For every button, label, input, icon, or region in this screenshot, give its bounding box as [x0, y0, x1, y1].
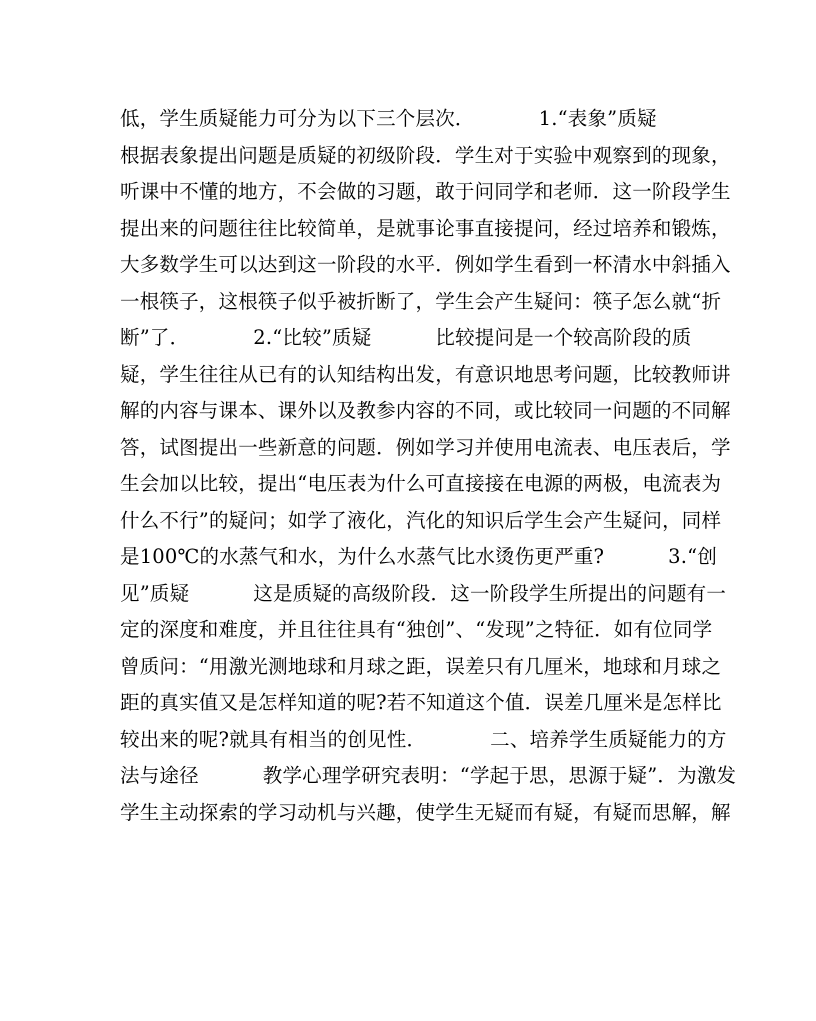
- text-line: 曾质问：“用激光测地球和月球之距，误差只有几厘米，地球和月球之: [120, 654, 722, 678]
- text-line: 生会加以比较，提出“电压表为什么可直接接在电源的两极，电流表为: [120, 472, 722, 495]
- text-line: 见”质疑 这是质疑的高级阶段．这一阶段学生所提出的问题有一: [120, 581, 727, 605]
- text-line: 断”了． 2.“比较”质疑 比较提问是一个较高阶段的质: [120, 326, 692, 349]
- text-line: 是100℃的水蒸气和水，为什么水蒸气比水烫伤更严重? 3.“创: [120, 545, 718, 568]
- text-line: 学生主动探索的学习动机与兴趣，使学生无疑而有疑，有疑而思解，解: [120, 800, 731, 824]
- text-line: 什么不行”的疑问；如学了液化，汽化的知识后学生会产生疑问，同样: [120, 508, 722, 532]
- text-line: 听课中不懂的地方，不会做的习题，敢于问同学和老师．这一阶段学生: [120, 180, 731, 203]
- text-line: 解的内容与课本、课外以及教参内容的不同，或比较同一问题的不同解: [120, 399, 731, 422]
- text-line: 大多数学生可以达到这一阶段的水平．例如学生看到一杯清水中斜插入: [120, 253, 731, 276]
- body-text: [120, 101, 737, 831]
- text-line: 定的深度和难度，并且往往具有“独创”、“发现”之特征．如有位同学: [120, 618, 713, 641]
- text-line: 距的真实值又是怎样知道的呢?若不知道这个值．误差几厘米是怎样比: [120, 691, 722, 714]
- text-line: 答，试图提出一些新意的问题．例如学习并使用电流表、电压表后，学: [120, 435, 731, 459]
- text-line: 较出来的呢?就具有相当的创见性． 二、培养学生质疑能力的方: [120, 727, 727, 751]
- text-line: 法与途径 教学心理学研究表明：“学起于思，思源于疑”．为激发: [120, 764, 737, 787]
- text-line: 低，学生质疑能力可分为以下三个层次． 1.“表象”质疑: [120, 107, 657, 130]
- text-line: 一根筷子，这根筷子似乎被折断了，学生会产生疑问：筷子怎么就“折: [120, 289, 722, 313]
- text-line: 疑，学生往往从已有的认知结构出发，有意识地思考问题，比较教师讲: [120, 362, 731, 386]
- text-line: 提出来的问题往往比较简单，是就事论事直接提问，经过培养和锻炼，: [120, 216, 731, 240]
- text-line: 根据表象提出问题是质疑的初级阶段．学生对于实验中观察到的现象，: [120, 143, 731, 167]
